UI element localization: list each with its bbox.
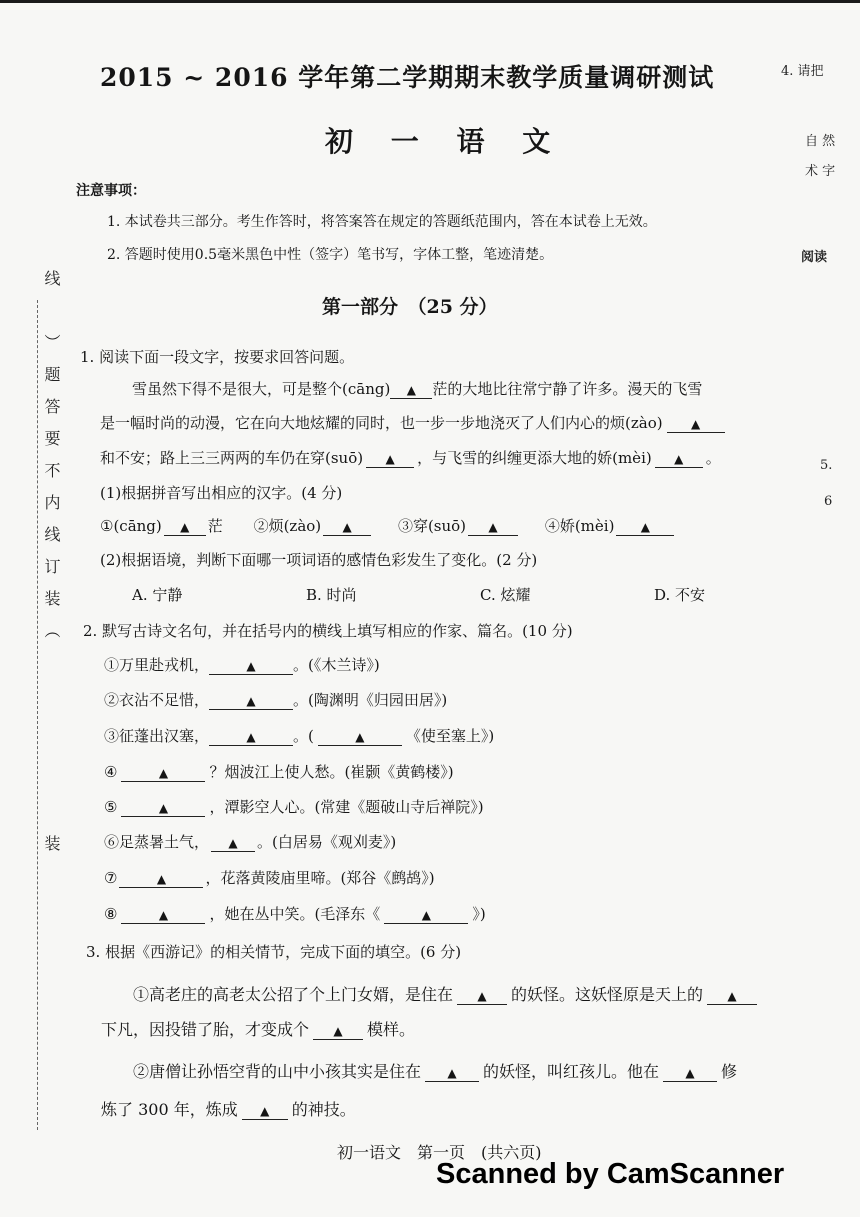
right-edge-text: 6 [824, 494, 833, 509]
answer-blank[interactable] [209, 658, 293, 675]
marker-icon: ▲ [674, 452, 684, 466]
question-3-stem: 3. 根据《西游记》的相关情节，完成下面的填空。(6 分) [86, 943, 462, 961]
answer-blank[interactable] [313, 1022, 363, 1040]
right-edge-text: 5. [820, 458, 833, 473]
answer-line: 炼了 300 年，炼成 ▲ 的神技。 [101, 1100, 356, 1119]
marker-icon: ▲ [246, 659, 256, 673]
answer-blank[interactable] [425, 1064, 479, 1082]
part-heading: 第一部分 （25 分） [322, 296, 498, 318]
marker-icon: ▲ [421, 908, 431, 922]
marker-icon: ▲ [477, 989, 487, 1003]
marker-icon: ▲ [488, 520, 498, 534]
binding-line [37, 300, 38, 1130]
right-edge-text: 阅读 [801, 250, 828, 265]
right-edge-text: 自 然 [805, 134, 836, 149]
note-item: 2. 答题时使用0.5毫米黑色中性（签字）笔书写，字体工整，笔迹清楚。 [107, 247, 554, 263]
answer-blank[interactable] [209, 693, 293, 710]
scanner-watermark: Scanned by CamScanner [436, 1158, 785, 1190]
marker-icon: ▲ [158, 766, 169, 780]
answer-blank[interactable] [121, 765, 205, 782]
answer-blank[interactable] [655, 451, 703, 468]
passage-line: 是一幅时尚的动漫，它在向大地炫耀的同时，也一步一步地浇灭了人们内心的烦(zào) ▲ [100, 412, 725, 433]
marker-icon: ▲ [228, 836, 238, 850]
answer-blank[interactable] [318, 729, 402, 746]
answer-blank[interactable] [121, 800, 205, 817]
note-item: 1. 本试卷共三部分。考生作答时，将答案答在规定的答题纸范围内，答在本试卷上无效。 [107, 214, 657, 230]
page-footer: 初一语文 第一页 (共六页) [337, 1143, 542, 1162]
top-border [0, 0, 860, 3]
answer-blank[interactable] [164, 519, 206, 536]
answer-blank[interactable] [242, 1102, 288, 1120]
answer-blank[interactable] [457, 987, 507, 1005]
marker-icon: ▲ [355, 730, 365, 744]
poem-line: ③征蓬出汉塞， ▲ 。( ▲ 《使至塞上》) [104, 727, 495, 745]
marker-icon: ▲ [158, 801, 169, 815]
poem-line: ⑧ ▲ ，她在丛中笑。(毛泽东《 ▲ 》) [104, 905, 486, 923]
answer-blank[interactable] [707, 987, 757, 1005]
answer-blank[interactable] [119, 871, 203, 888]
subject-title: 初 一 语 文 [325, 125, 565, 158]
marker-icon: ▲ [156, 872, 167, 886]
answer-blank[interactable] [384, 907, 468, 924]
marker-icon: ▲ [447, 1066, 457, 1080]
answer-blank[interactable] [616, 519, 674, 536]
pinyin-row: ①(cāng) ▲ 茫 ②烦(zào) ▲ ③穿(suō) ▲ ④娇(mèi) ▲ [100, 515, 676, 536]
poem-line: ④ ▲ ？烟波江上使人愁。(崔颢《黄鹤楼》) [104, 763, 454, 781]
option-d[interactable]: D. 不安 [654, 586, 706, 604]
answer-blank[interactable] [366, 451, 414, 468]
passage-line: 雪虽然下得不是很大，可是整个(cāng) ▲ 茫的大地比往常宁静了许多。漫天的飞雪 [132, 380, 703, 398]
marker-icon: ▲ [685, 1066, 695, 1080]
answer-blank[interactable] [390, 382, 432, 399]
question-2-stem: 2. 默写古诗文名句，并在括号内的横线上填写相应的作家、篇名。(10 分) [83, 622, 573, 640]
binding-text: 线 ）题答要不内线订装（ [42, 270, 61, 654]
passage-line: 和不安；路上三三两两的车仍在穿(suō) ▲ ，与飞雪的纠缠更添大地的娇(mèi) ▲ 。 [100, 449, 721, 467]
marker-icon: ▲ [246, 694, 256, 708]
poem-line: ⑦ ▲ ，花落黄陵庙里啼。(郑谷《鹧鸪》) [104, 869, 435, 887]
marker-icon: ▲ [333, 1024, 343, 1038]
option-a[interactable]: A. 宁静 [132, 586, 183, 604]
marker-icon: ▲ [158, 908, 169, 922]
marker-icon: ▲ [640, 520, 651, 534]
marker-icon: ▲ [406, 383, 416, 397]
exam-title: 2015 ~ 2016 学年第二学期期末教学质量调研测试 [100, 63, 715, 92]
marker-icon: ▲ [385, 452, 395, 466]
notes-heading: 注意事项： [76, 183, 146, 199]
sub-question: (2)根据语境，判断下面哪一项词语的感情色彩发生了变化。(2 分) [100, 551, 538, 569]
right-edge-text: 4. 请把 [781, 64, 824, 79]
answer-blank[interactable] [209, 729, 293, 746]
poem-line: ⑤ ▲ ，潭影空人心。(常建《题破山寺后禅院》) [104, 798, 484, 816]
sub-question: (1)根据拼音写出相应的汉字。(4 分) [100, 484, 343, 502]
marker-icon: ▲ [690, 417, 701, 431]
poem-line: ①万里赴戎机， ▲ 。(《木兰诗》) [104, 656, 380, 674]
marker-icon: ▲ [342, 520, 352, 534]
answer-blank[interactable] [121, 907, 205, 924]
option-c[interactable]: C. 炫耀 [480, 586, 531, 604]
marker-icon: ▲ [260, 1104, 270, 1118]
answer-blank[interactable] [323, 519, 371, 536]
marker-icon: ▲ [246, 730, 256, 744]
marker-icon: ▲ [180, 520, 190, 534]
poem-line: ②衣沾不足惜， ▲ 。(陶渊明《归园田居》) [104, 691, 448, 709]
option-b[interactable]: B. 时尚 [306, 586, 357, 604]
answer-line: ①高老庄的高老太公招了个上门女婿，是住在 ▲ 的妖怪。这妖怪原是天上的 ▲ [133, 982, 761, 1005]
answer-blank[interactable] [667, 416, 725, 433]
right-edge-text: 术 字 [805, 164, 836, 179]
answer-line: ②唐僧让孙悟空背的山中小孩其实是住在 ▲ 的妖怪，叫红孩儿。他在 ▲ 修 [133, 1062, 738, 1081]
answer-blank[interactable] [663, 1064, 717, 1082]
answer-blank[interactable] [211, 835, 255, 852]
poem-line: ⑥足蒸暑土气， ▲ 。(白居易《观刈麦》) [104, 833, 397, 851]
marker-icon: ▲ [727, 989, 737, 1003]
answer-blank[interactable] [468, 519, 518, 536]
question-1-stem: 1. 阅读下面一段文字，按要求回答问题。 [80, 348, 355, 366]
answer-line: 下凡，因投错了胎，才变成个 ▲ 模样。 [101, 1020, 416, 1039]
binding-bottom: 装 [42, 835, 61, 851]
